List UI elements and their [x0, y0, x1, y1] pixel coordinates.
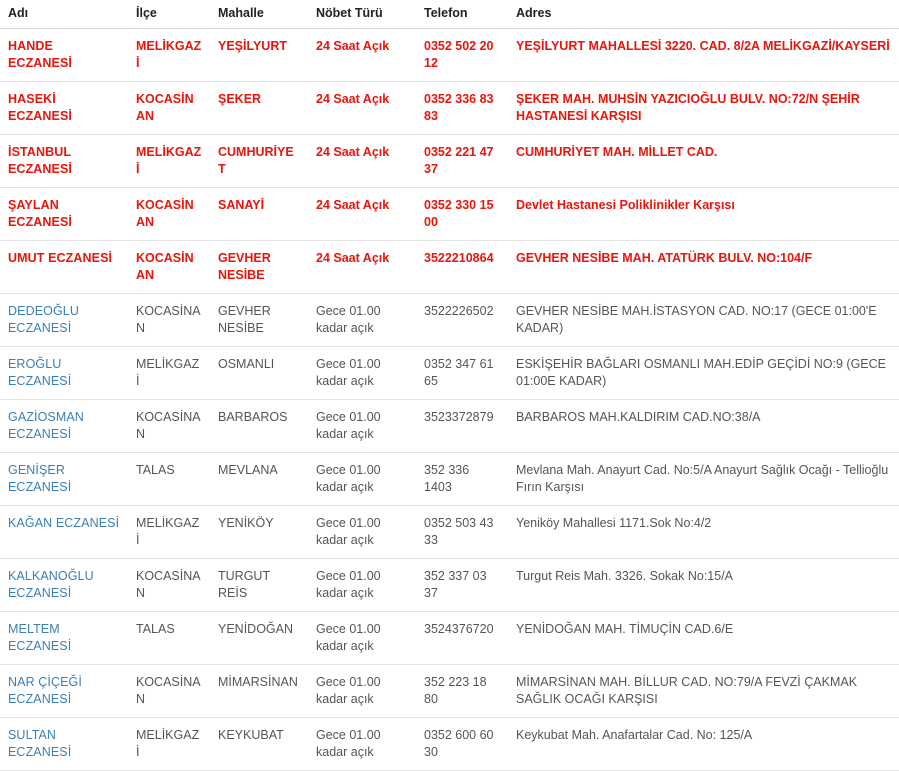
- cell-addr: YEŞİLYURT MAHALLESİ 3220. CAD. 8/2A MELİKGAZİ/KAYSERİ: [508, 29, 899, 82]
- cell-duty: Gece 01.00 kadar açık: [308, 506, 416, 559]
- cell-nbhd: SANAYİ: [210, 188, 308, 241]
- cell-nbhd: CUMHURİYET: [210, 135, 308, 188]
- cell-duty: Gece 01.00 kadar açık: [308, 718, 416, 771]
- cell-name: SULTAN ECZANESİ: [0, 718, 128, 771]
- cell-dist: KOCASİNAN: [128, 294, 210, 347]
- cell-name: HASEKİ ECZANESİ: [0, 82, 128, 135]
- table-row: [0, 347, 899, 400]
- cell-nbhd: OSMANLI: [210, 347, 308, 400]
- cell-nbhd: KEYKUBAT: [210, 718, 308, 771]
- cell-name: KAĞAN ECZANESİ: [0, 506, 128, 559]
- cell-addr: Devlet Hastanesi Poliklinikler Karşısı: [508, 188, 899, 241]
- cell-addr: YENİDOĞAN MAH. TİMUÇİN CAD.6/E: [508, 612, 899, 665]
- cell-duty: Gece 01.00 kadar açık: [308, 612, 416, 665]
- cell-addr: GEVHER NESİBE MAH.İSTASYON CAD. NO:17 (GECE 01:00'E KADAR): [508, 294, 899, 347]
- cell-name: İSTANBUL ECZANESİ: [0, 135, 128, 188]
- cell-nbhd: TURGUT REİS: [210, 559, 308, 612]
- column-header-address: Adres: [508, 0, 899, 29]
- cell-duty: Gece 01.00 kadar açık: [308, 665, 416, 718]
- column-header-neighborhood: Mahalle: [210, 0, 308, 29]
- cell-addr: Yeniköy Mahallesi 1171.Sok No:4/2: [508, 506, 899, 559]
- column-header-duty-type: Nöbet Türü: [308, 0, 416, 29]
- cell-phone: 0352 330 15 00: [416, 188, 508, 241]
- cell-name: NAR ÇİÇEĞİ ECZANESİ: [0, 665, 128, 718]
- cell-phone: 3524376720: [416, 612, 508, 665]
- cell-dist: MELİKGAZİ: [128, 135, 210, 188]
- cell-phone: 3522226502: [416, 294, 508, 347]
- table-row: [0, 135, 899, 188]
- cell-phone: 3522210864: [416, 241, 508, 294]
- cell-phone: 352 223 18 80: [416, 665, 508, 718]
- cell-nbhd: GEVHER NESİBE: [210, 294, 308, 347]
- cell-dist: TALAS: [128, 453, 210, 506]
- cell-addr: GEVHER NESİBE MAH. ATATÜRK BULV. NO:104/F: [508, 241, 899, 294]
- cell-nbhd: MEVLANA: [210, 453, 308, 506]
- cell-phone: 0352 347 61 65: [416, 347, 508, 400]
- cell-duty: Gece 01.00 kadar açık: [308, 400, 416, 453]
- cell-phone: 352 336 1403: [416, 453, 508, 506]
- cell-duty: 24 Saat Açık: [308, 29, 416, 82]
- cell-name: ŞAYLAN ECZANESİ: [0, 188, 128, 241]
- table-header-row: [0, 0, 899, 29]
- cell-duty: Gece 01.00 kadar açık: [308, 347, 416, 400]
- column-header-phone: Telefon: [416, 0, 508, 29]
- cell-duty: 24 Saat Açık: [308, 241, 416, 294]
- table-row: [0, 453, 899, 506]
- cell-duty: Gece 01.00 kadar açık: [308, 453, 416, 506]
- cell-phone: 0352 600 60 30: [416, 718, 508, 771]
- cell-name: MELTEM ECZANESİ: [0, 612, 128, 665]
- cell-phone: 0352 336 83 83: [416, 82, 508, 135]
- cell-dist: MELİKGAZİ: [128, 718, 210, 771]
- cell-name: KALKANOĞLU ECZANESİ: [0, 559, 128, 612]
- cell-addr: MİMARSİNAN MAH. BİLLUR CAD. NO:79/A FEVZİ ÇAKMAK SAĞLIK OCAĞI KARŞISI: [508, 665, 899, 718]
- cell-dist: KOCASİNAN: [128, 400, 210, 453]
- cell-nbhd: BARBAROS: [210, 400, 308, 453]
- table-row: [0, 506, 899, 559]
- column-header-district: İlçe: [128, 0, 210, 29]
- cell-addr: Keykubat Mah. Anafartalar Cad. No: 125/A: [508, 718, 899, 771]
- table-row: [0, 294, 899, 347]
- cell-nbhd: GEVHER NESİBE: [210, 241, 308, 294]
- cell-phone: 0352 502 20 12: [416, 29, 508, 82]
- cell-phone: 0352 503 43 33: [416, 506, 508, 559]
- cell-duty: 24 Saat Açık: [308, 135, 416, 188]
- cell-dist: MELİKGAZİ: [128, 29, 210, 82]
- cell-duty: Gece 01.00 kadar açık: [308, 559, 416, 612]
- cell-nbhd: YENİDOĞAN: [210, 612, 308, 665]
- cell-addr: Turgut Reis Mah. 3326. Sokak No:15/A: [508, 559, 899, 612]
- cell-addr: ŞEKER MAH. MUHSİN YAZICIOĞLU BULV. NO:72/N ŞEHİR HASTANESİ KARŞISI: [508, 82, 899, 135]
- cell-name: HANDE ECZANESİ: [0, 29, 128, 82]
- cell-addr: CUMHURİYET MAH. MİLLET CAD.: [508, 135, 899, 188]
- cell-dist: KOCASİNAN: [128, 559, 210, 612]
- cell-dist: KOCASİNAN: [128, 241, 210, 294]
- cell-name: GENİŞER ECZANESİ: [0, 453, 128, 506]
- cell-addr: ESKİŞEHİR BAĞLARI OSMANLI MAH.EDİP GEÇİDİ NO:9 (GECE 01:00E KADAR): [508, 347, 899, 400]
- cell-name: GAZİOSMAN ECZANESİ: [0, 400, 128, 453]
- cell-name: EROĞLU ECZANESİ: [0, 347, 128, 400]
- table-row: [0, 612, 899, 665]
- cell-dist: KOCASİNAN: [128, 665, 210, 718]
- cell-dist: MELİKGAZİ: [128, 347, 210, 400]
- cell-dist: TALAS: [128, 612, 210, 665]
- table-row: [0, 559, 899, 612]
- cell-nbhd: MİMARSİNAN: [210, 665, 308, 718]
- cell-name: UMUT ECZANESİ: [0, 241, 128, 294]
- cell-dist: MELİKGAZİ: [128, 506, 210, 559]
- cell-phone: 0352 221 47 37: [416, 135, 508, 188]
- cell-addr: BARBAROS MAH.KALDIRIM CAD.NO:38/A: [508, 400, 899, 453]
- cell-nbhd: YEŞİLYURT: [210, 29, 308, 82]
- table-row: [0, 241, 899, 294]
- cell-dist: KOCASİNAN: [128, 82, 210, 135]
- table-header: [0, 0, 899, 29]
- table-row: [0, 82, 899, 135]
- table-row: [0, 665, 899, 718]
- table-row: [0, 29, 899, 82]
- cell-name: DEDEOĞLU ECZANESİ: [0, 294, 128, 347]
- cell-duty: 24 Saat Açık: [308, 188, 416, 241]
- table-row: [0, 718, 899, 771]
- table-body: [0, 29, 899, 771]
- cell-nbhd: ŞEKER: [210, 82, 308, 135]
- cell-duty: 24 Saat Açık: [308, 82, 416, 135]
- cell-addr: Mevlana Mah. Anayurt Cad. No:5/A Anayurt Sağlık Ocağı - Tellioğlu Fırın Karşısı: [508, 453, 899, 506]
- table-row: [0, 188, 899, 241]
- table-row: [0, 400, 899, 453]
- column-header-name: Adı: [0, 0, 128, 29]
- cell-phone: 352 337 03 37: [416, 559, 508, 612]
- cell-duty: Gece 01.00 kadar açık: [308, 294, 416, 347]
- cell-phone: 3523372879: [416, 400, 508, 453]
- cell-dist: KOCASİNAN: [128, 188, 210, 241]
- cell-nbhd: YENİKÖY: [210, 506, 308, 559]
